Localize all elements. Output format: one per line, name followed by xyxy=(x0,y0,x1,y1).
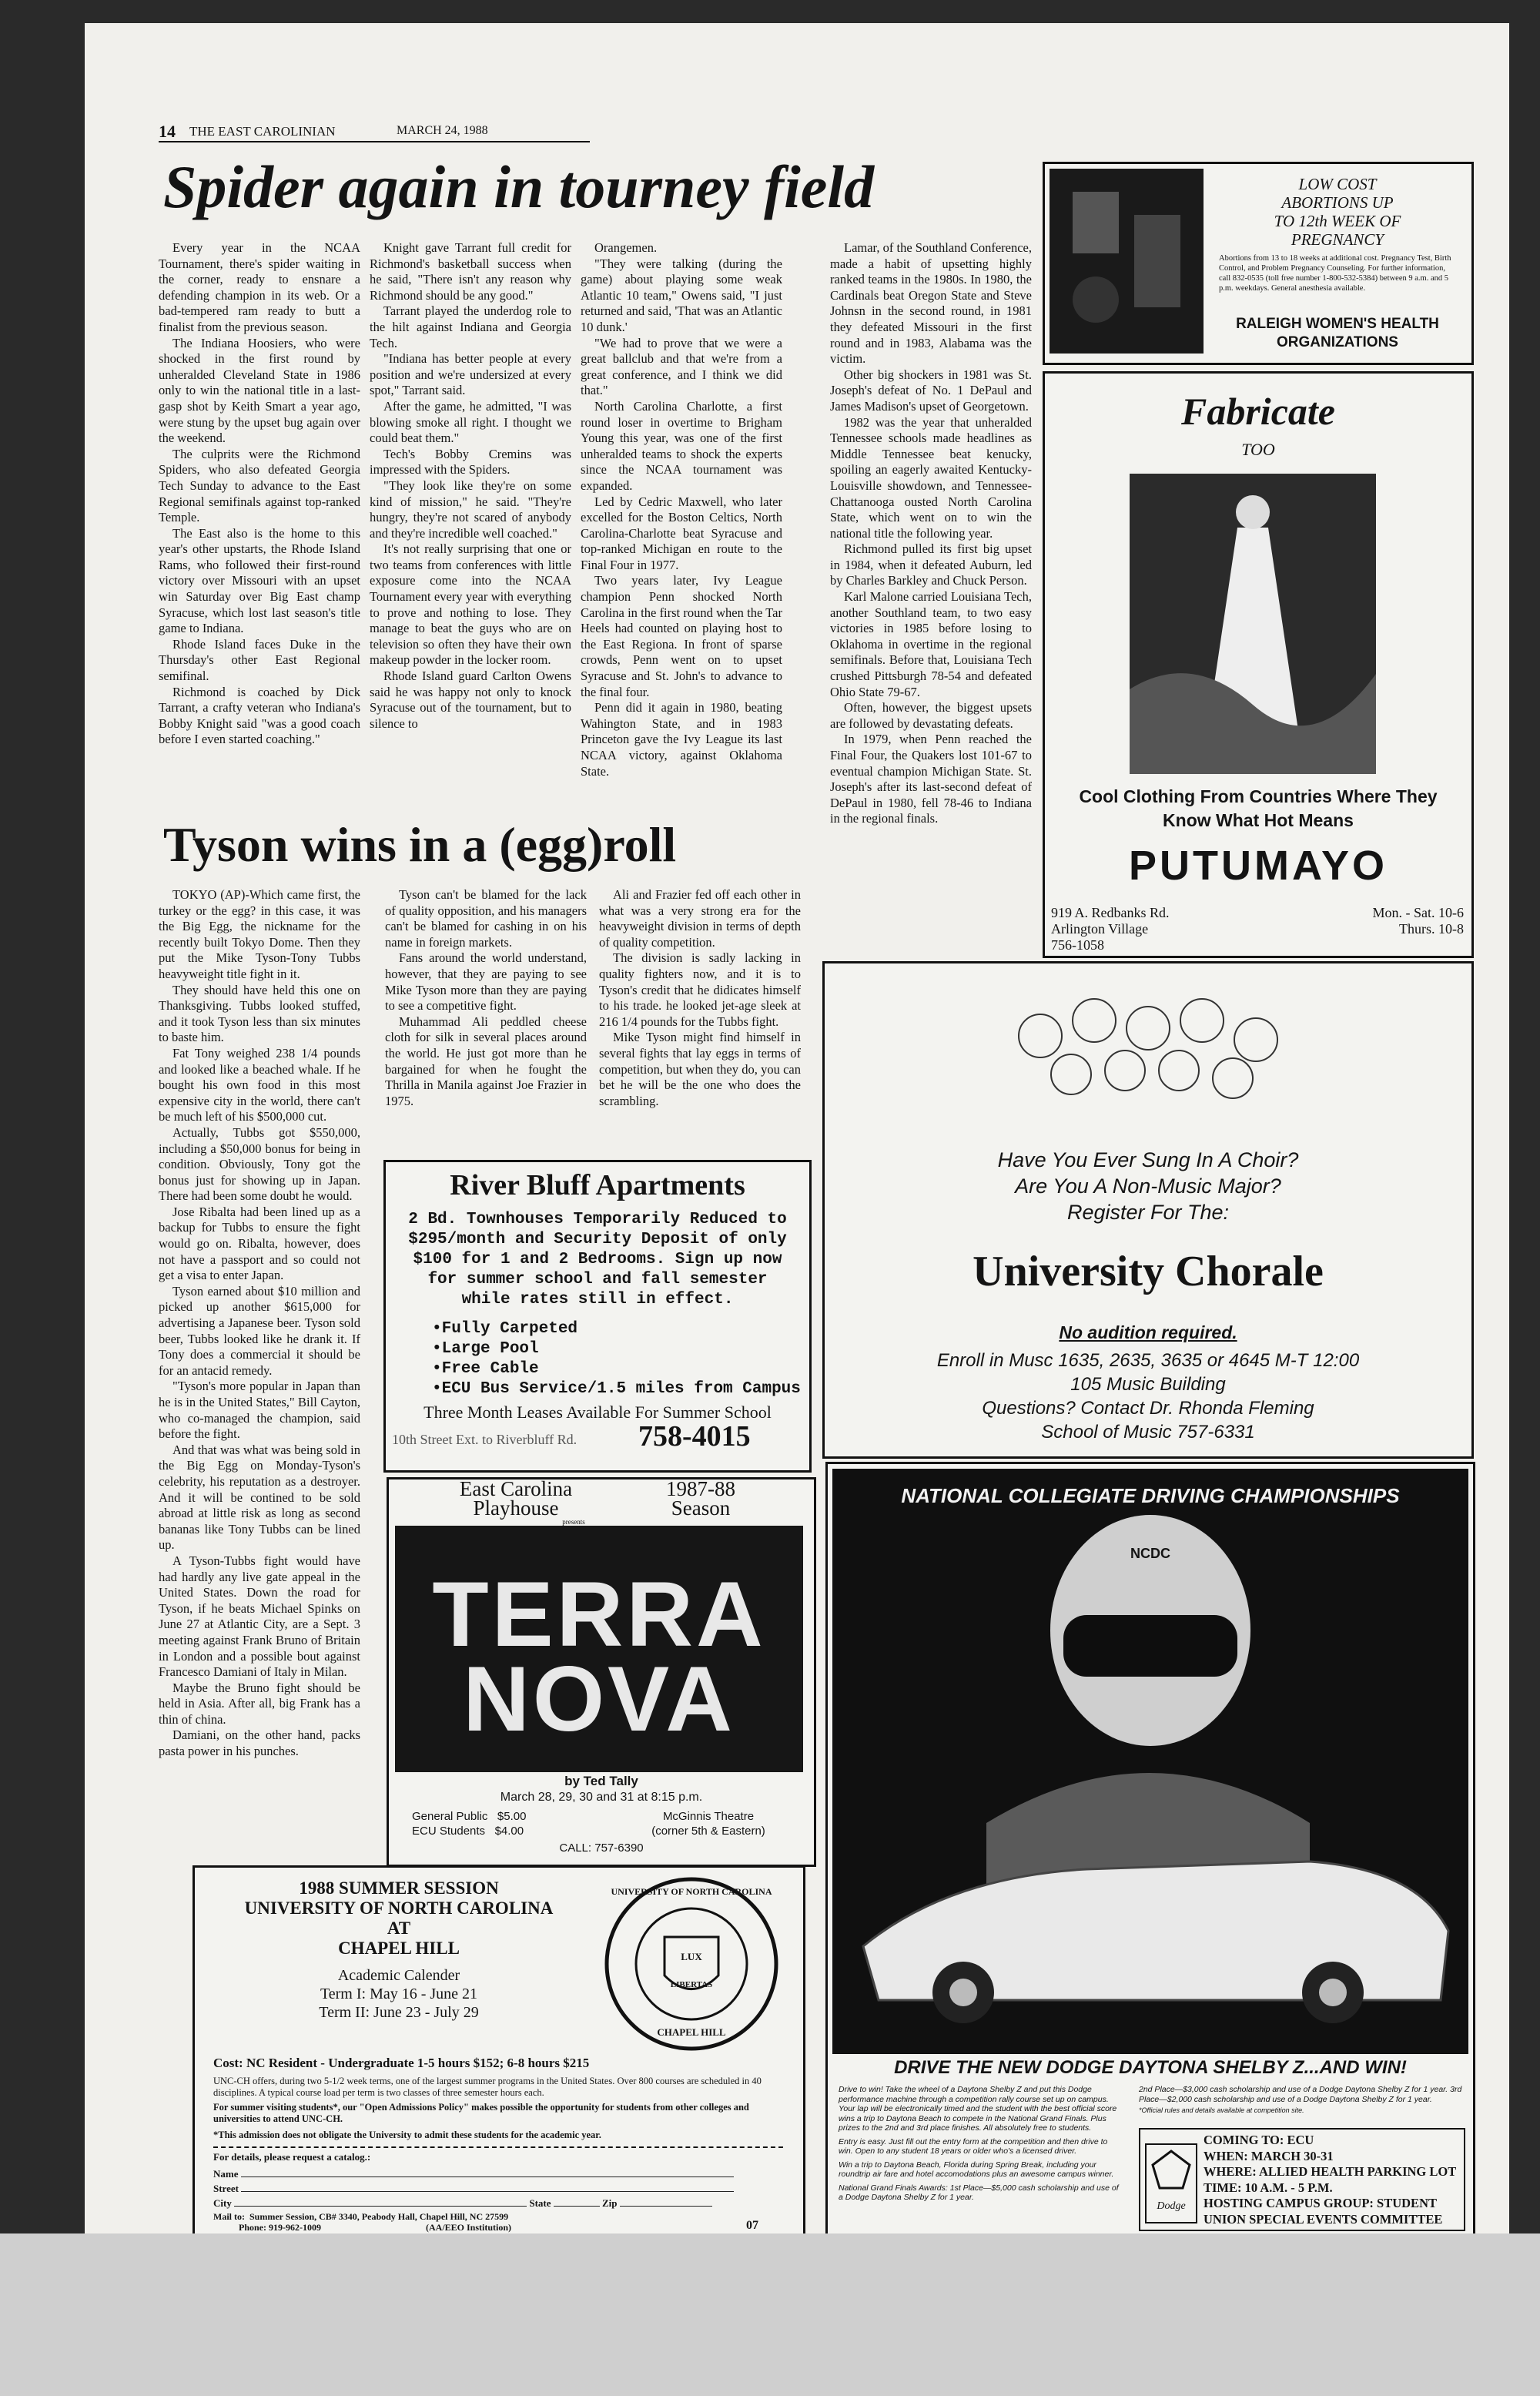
ncdc-header: NATIONAL COLLEGIATE DRIVING CHAMPIONSHIPS xyxy=(901,1484,1400,1507)
putumayo-brand: PUTUMAYO xyxy=(1128,843,1388,889)
river-bluff-address: 10th Street Ext. to Riverbluff Rd. xyxy=(392,1432,578,1447)
spider-col-4: Lamar, of the Southland Conference, made a habit of upsetting highly ranked teams in the 1980s. In 1980, the Cardinals beat Oregon State and Steve Johnsn in the second round, in 1981 they defeated Missouri in the first round and in 1983, Alabama was the victim. Other big shockers in 1981 was St. Joseph's defeat of No. 1 DePaul and James Madison's upset of Georgetown. 1982 was the year that unheralded Tennessee schools made headlines as Middle Tennessee beat kenucky, spoiling an eagerly awaited Kentucky-Louisville showdown, and Tennessee-Chattanooga ousted North Carolina State, which went on to win the national title the following year. Richmond pulled its first big upset in 1984, when it defeated Auburn, led by Charles Barkley and Chuck Person. Karl Malone carried Louisiana Tech, another Southland team, to two easy victories in 1985 before losing to Oklahoma in overtime in the regional semifinals. Before that, Louisiana Tech crushed Pittsburgh 78-54 and defeated Ohio State 79-67. Often, however, the biggest upsets are followed by devastating defeats. In 1979, when Penn reached the Final Four, the Quakers lost 101-67 to eventual champion Michigan State. St. Joseph's after its last-second defeat of DePaul in 1980, fell 78-46 to Indiana in the regional finals. xyxy=(830,240,1032,826)
chorale-title: University Chorale xyxy=(973,1248,1324,1295)
scan-background xyxy=(0,2233,1540,2396)
photo-illustration xyxy=(1050,169,1204,354)
dodge-event-box xyxy=(1139,2128,1465,2231)
dodge-event-details: COMING TO: ECU WHEN: MARCH 30-31 WHERE: ALLIED HEALTH PARKING LOT TIME: 10 A.M. - 5 P.M. HOSTING CAMPUS GROUP: STUDENT UNION SPECIAL EVENTS COMMITTEE xyxy=(1204,2133,1457,2227)
coupon-divider xyxy=(213,2146,783,2148)
unc-summer-session-ad xyxy=(192,1865,805,2238)
river-bluff-ad xyxy=(383,1160,812,1473)
tyson-col-2: Tyson can't be blamed for the lack of quality opposition, and his managers can't be blamed for cashing in on his name in foreign markets. Fans around the world understand, however, that they are paying to see Mike Tyson more than they are paying to see a competitive fight. Muhammad Ali peddled cheese cloth for silk in several places around the world. He just got more than he bargained for when he fought the Thrilla in Manila against Joe Frazier in 1975. xyxy=(385,887,587,1108)
unc-eeo: (AA/EEO Institution) xyxy=(426,2222,512,2233)
helmet-badge: NCDC xyxy=(1130,1546,1170,1561)
terra-nova-poster xyxy=(395,1526,803,1772)
river-bluff-leases: Three Month Leases Available For Summer School xyxy=(424,1402,772,1422)
river-bluff-features: •Fully Carpeted •Large Pool •Free Cable •ECU Bus Service/1.5 miles from Campus xyxy=(432,1320,801,1398)
catalog-request: For details, please request a catalog.: xyxy=(213,2151,371,2163)
store-address: 919 A. Redbanks Rd. Arlington Village 756-1058 xyxy=(1051,905,1170,953)
dodge-rules-col2: 2nd Place—$3,000 cash scholarship and use of a Dodge Daytona Shelby Z for 1 year. 3rd Place—$2,000 cash scholarship and use of a Dodge Daytona Shelby Z for 1 year. *Official rules and details available at competition site. xyxy=(1139,2085,1462,2114)
playhouse-ad xyxy=(387,1477,816,1867)
spider-col-2: Knight gave Tarrant full credit for Richmond's basketball success when he said, "There isn't any reason why Richmond should be any good." Tarrant played the underdog role to the hilt against Indiana and Georgia Tech. "Indiana has better people at every position and we're undersized at every spot," Tarrant said. After the game, he admitted, "I was blowing smoke all right. I thought we could beat them." Tech's Bobby Cremins was impressed with the Spiders. "They look like they're on some kind of mission," he said. "They're hungry, they're not scared of anybody and they're incredible well coached." It's not really surprising that one or two teams from conferences with little exposure come into the NCAA Tournament every year with everything to prove and nothing to lose. They manage to beat the guys who are on television so often they have their own makeup powder in the locker room. Rhode Island guard Carlton Owens said he was happy not only to knock Syracuse out of the tournament, but to silence to xyxy=(370,240,571,731)
playhouse-season: 1987-88 Season xyxy=(666,1477,735,1520)
pentastar-icon xyxy=(1147,2145,1196,2199)
playhouse-name: East Carolina Playhouse xyxy=(459,1477,573,1520)
unc-cost: Cost: NC Resident - Undergraduate 1-5 hours $152; 6-8 hours $215 xyxy=(213,2056,590,2070)
play-venue: McGinnis Theatre (corner 5th & Eastern) xyxy=(651,1810,765,1838)
river-bluff-title: River Bluff Apartments xyxy=(450,1169,745,1201)
raleigh-org-name: RALEIGH WOMEN'S HEALTH ORGANIZATIONS xyxy=(1236,316,1439,350)
tyson-col-3: Ali and Frazier fed off each other in what was a very strong era for the heavyweight division in terms of depth of quality competition. The division is sadly lacking in quality fighters now, and it is to Tyson's credit that he didicates himself to his trade. he looked jet-age sleek at 216 1/4 pounds for the Tubbs fight. Mike Tyson might find himself in several fights that lay eggs in terms of competition, but when they do, you can bet he will be the one who does the scrambling. xyxy=(599,887,801,1108)
spider-col-1: Every year in the NCAA Tournament, there's spider waiting in the corner, ready to ensnare a defending champion in its web. Or a bad-tempered ram ready to butt a finalist from the previous season. The Indiana Hoosiers, who were shocked in the first round by unheralded Cleveland State in 1986 only to win the national title in a last-gasp shot by Keith Smart a year ago, were stung by the upset bug again over the weekend. The culprits were the Richmond Spiders, who also defeated Georgia Tech Sunday to advance to the East Regional semifinals against top-ranked Temple. The East also is the home to this year's other upstarts, the Rhode Island Rams, who followed their first-round victory over Missouri with an upset win Saturday over Big East champ Syracuse, which lost last season's title game to Indiana. Rhode Island faces Duke in the Thursday's other East Regional semifinal. Richmond is coached by Dick Tarrant, a crafty veteran who Indiana's Bobby Knight said "was a good coach before I even started coaching." xyxy=(159,240,360,747)
dodge-rules-col1: Drive to win! Take the wheel of a Daytona Shelby Z and put this Dodge performance machine through a competition rally course set up on campus. Your lap will be electronically timed and the student with the best official score wins a trip to Daytona Beach to compete in the National Grand Finals. Plus prizes to the 2nd and 3rd place finishes. All absolutely free to students. Entry is easy. Just fill out the entry form at the competition and then drive to win. Open to any student 18 years or older who's a licensed driver. Win a trip to Daytona Beach, Florida during Spring Break, including your roundtrip air fare and hotel accomodations plus an awesome campus winner. National Grand Finals Awards: 1st Place—$5,000 cash scholarship and use of a Dodge Daytona Shelby Z for 1 year. xyxy=(839,2085,1119,2202)
abortion-headline: LOW COST ABORTIONS UP TO 12th WEEK OF PREGNANCY xyxy=(1274,175,1401,249)
play-call: CALL: 757-6390 xyxy=(559,1841,644,1855)
abortion-fine-print: Abortions from 13 to 18 weeks at additional cost. Pregnancy Test, Birth Control, and Problem Pregnancy Counseling. For further information, call 832-0535 (toll free number 1-800-532-5384) between 9 a.m. and 5 p.m. weekdays. General anesthesia available. xyxy=(1219,254,1451,293)
play-title: TERRA NOVA xyxy=(432,1563,766,1751)
street-field[interactable] xyxy=(241,2191,734,2192)
photo xyxy=(1050,169,1204,354)
play-author: by Ted Tally xyxy=(564,1774,638,1788)
playhouse-presents: presents xyxy=(562,1518,585,1526)
fabricate-tagline: Cool Clothing From Countries Where They Know What Hot Means xyxy=(1079,786,1438,830)
university-chorale-ad xyxy=(822,961,1474,1459)
unc-code: 07 xyxy=(746,2219,758,2232)
dodge-slogan: DRIVE THE NEW DODGE DAYTONA SHELBY Z...AND WIN! xyxy=(894,2057,1407,2078)
store-hours: Mon. - Sat. 10-6 Thurs. 10-8 xyxy=(1372,905,1464,937)
unc-description: UNC-CH offers, during two 5-1/2 week terms, one of the largest summer programs in the United States. Over 800 courses are scheduled in 40 disciplines. A typical course load per term is two classes of three semester hours each. For summer visiting students*, our "Open Admissions Policy" makes possible the opportunity for students from other colleges and universities to attend UNC-CH. *This admission does not obligate the University to admit these students for the academic year. xyxy=(213,2076,762,2140)
seal-lux: LUX xyxy=(681,1951,702,1962)
fabricate-putumayo-ad xyxy=(1043,371,1474,958)
dodge-driving-ad xyxy=(825,1462,1475,2238)
city-field[interactable] xyxy=(234,2206,527,2207)
fashion-photo xyxy=(1130,474,1376,774)
raleigh-health-ad xyxy=(1043,162,1474,365)
seal-top-text: UNIVERSITY OF NORTH CAROLINA xyxy=(611,1886,772,1897)
zip-field[interactable] xyxy=(620,2206,712,2207)
page-number: 14 xyxy=(159,122,176,141)
tyson-headline: Tyson wins in a (egg)roll xyxy=(163,817,677,872)
paper-name: THE EAST CAROLINIAN xyxy=(189,124,336,139)
spider-headline: Spider again in tourney field xyxy=(163,153,875,220)
seal-libertas: LIBERTAS xyxy=(670,1980,713,1989)
chorale-details: Enroll in Musc 1635, 2635, 3635 or 4645 M-T 12:00 105 Music Building Questions? Contact Dr. Rhonda Fleming School of Music 757-6331 xyxy=(936,1350,1360,1443)
state-field[interactable] xyxy=(554,2206,600,2207)
river-bluff-phone: 758-4015 xyxy=(638,1420,751,1453)
dodge-photo xyxy=(832,1469,1468,2054)
ticket-prices: General Public $5.00 ECU Students $4.00 xyxy=(412,1810,527,1838)
unc-calendar: Academic Calender Term I: May 16 - June 21 Term II: June 23 - July 29 xyxy=(319,1967,479,2021)
masthead-rule xyxy=(159,141,590,142)
spider-col-3: Orangemen. "They were talking (during the game) about playing some weak Atlantic 10 team," Owens said, "I just returned and said, 'That was an Atlantic 10 dunk.' "We had to prove that we were a great ballclub and that we're from a great conference, and I think we did that." North Carolina Charlotte, a first round loser in overtime to Brigham Young this year, was one of the first unheralded teams to shock the experts since the NCAA tournament was expanded. Led by Cedric Maxwell, who later excelled for the Boston Celtics, North Carolina-Charlotte beat Syracuse and top-ranked Michigan en route to the Final Four in 1977. Two years later, Ivy League champion Penn shocked North Carolina in the first round when the Tar Heels had counted on playing host to the East Regiona. In front of sparse crowds, Penn went on to upset Syracuse and St. John's to advance to the final four. Penn did it again in 1980, beating Wahington State, and in 1983 Princeton gave the Ivy League its last NCAA victory, against Oklahoma State. xyxy=(581,240,782,779)
chorale-questions: Have You Ever Sung In A Choir? Are You A Non-Music Major? Register For The: xyxy=(997,1148,1299,1224)
play-dates: March 28, 29, 30 and 31 at 8:15 p.m. xyxy=(500,1791,703,1804)
no-audition: No audition required. xyxy=(1059,1322,1237,1342)
unc-heading: 1988 SUMMER SESSION UNIVERSITY OF NORTH CAROLINA AT CHAPEL HILL xyxy=(244,1878,554,1958)
tyson-col-1: TOKYO (AP)-Which came first, the turkey or the egg? in this case, it was the Big Egg, the nickname for the recently built Tokyo Dome. Then they put the Mike Tyson-Tony Tubbs heavyweight title fight in it. They should have held this one on Thanksgiving. Tubbs looked stuffed, and it took Tyson less than six minutes to baste him. Fat Tony weighed 238 1/4 pounds and looked like a beached whale. If he bought his own food in this most expensive city in the world, there can't be much left of his $500,000 cut. Actually, Tubbs got $550,000, including a $50,000 bonus for being in condition. Obviously, Tony got the bonus just for showing up in Japan. There had been some doubt he would. Jose Ribalta had been lined up as a backup for Tubbs to ensure the fight would go on. Ribalta, however, does not have a passport and so could not get a visa to enter Japan. Tyson earned about $10 million and picked up another $615,000 for advertising a Japanese beer. Tyson sold beer, Tubbs looked like he drank it. If Tony does a commercial it should be for an antacid remedy. "Tyson's more popular in Japan than he is in the United States," Bill Cayton, who co-managed the champion, said before the fight. And that was what was being sold in the Big Egg on Monday-Tyson's celebrity, his reputation as a destroyer. And it will be contined to be sold abroad at little risk as long as second bananas like Tony Tubbs can be lined up. A Tyson-Tubbs fight would have had hardly any live gate appeal in the United States. Down the road for Tyson, if he beats Michael Spinks on June 27 at Atlantic City, are a Sept. 3 meeting against Frank Bruno of Britain in London and a possible bout against Francesco Damiani of Italy in Milan. Maybe the Bruno fight should be held in Asia. After all, big Frank has a thin of china. Damiani, on the other hand, packs pasta power in his punches. xyxy=(159,887,360,1759)
dodge-logo: Dodge xyxy=(1145,2143,1197,2223)
issue-date: MARCH 24, 1988 xyxy=(397,124,488,137)
catalog-form: Name Street City State Zip xyxy=(213,2166,783,2210)
model-illustration xyxy=(1130,474,1376,774)
unc-mail-to: Mail to: Summer Session, CB# 3340, Peabody Hall, Chapel Hill, NC 27599 Phone: 919-962-1009 xyxy=(213,2211,509,2233)
singers-illustration xyxy=(994,974,1302,1128)
newspaper-page xyxy=(85,23,1509,2233)
river-bluff-offer: 2 Bd. Townhouses Temporarily Reduced to $295/month and Security Deposit of only $100 for 1 and 2 Bedrooms. Sign up now for summer school and fall semester while rates still in effect. xyxy=(408,1211,787,1309)
fabricate-logo-sub: TOO xyxy=(1241,440,1275,459)
seal-bottom-text: CHAPEL HILL xyxy=(657,2026,726,2038)
fabricate-logo: Fabricate xyxy=(1181,390,1335,433)
